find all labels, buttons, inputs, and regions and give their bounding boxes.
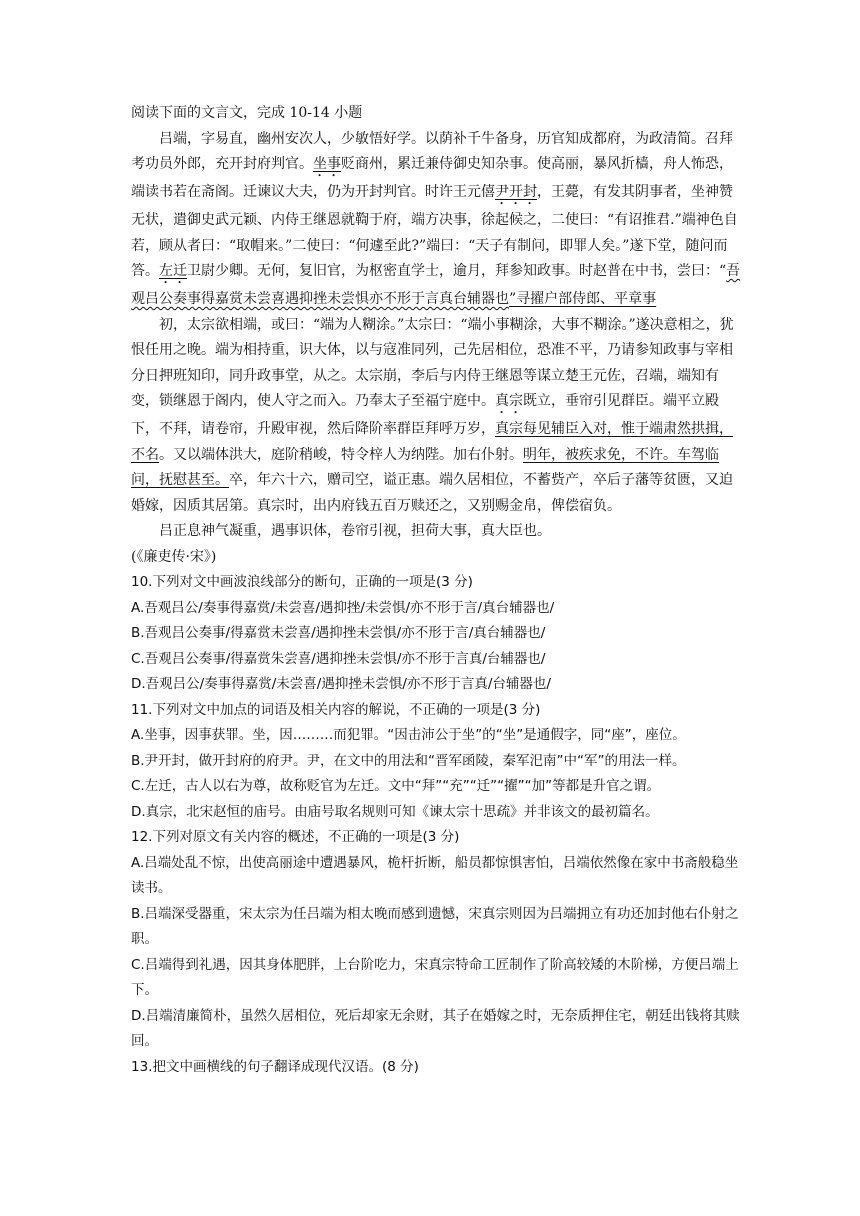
question-10-option-a: A.吾观吕公/奏事得嘉赏/未尝喜/遇抑挫/未尝惧/亦不形于言/真台辅器也/ (131, 599, 555, 616)
passage-text: 贬商州，累迁兼侍御史知杂事。使高丽，暴风折樯，舟人怖恐，端读书若在斋阁。迁谏议大夫，仍为开封判官。时许王元僖 (131, 156, 733, 200)
question-10-option-c: C.吾观吕公奏事/得嘉赏朱尝喜/遇抑挫未尝惧/亦不形于言真/台辅器也/ (131, 650, 546, 667)
dotted-term-zuoqian: 左迁 (159, 263, 187, 279)
underlined-sentence-1: 真宗每见辅臣入对，惟于端肃然拱揖，不名 (131, 421, 733, 463)
passage-paragraph-3: 吕正息神气凝重，遇事识体，卷帘引视，担荷大事，真大臣也。 (159, 523, 551, 539)
question-13-stem: 13.把文中画横线的句子翻译成现代汉语。(8 分) (131, 1058, 419, 1075)
reading-instruction: 阅读下面的文言文，完成 10-14 小题 (131, 105, 363, 121)
passage-text: 吕端，字易直，幽州安次人，少敏悟好学。以荫补千牛备身，历官知成都府，为政清简。召拜考功员外郎，充开封府判官。 (131, 130, 733, 172)
dotted-term-zhenzong: 真宗 (495, 393, 523, 409)
question-11-option-b: B.尹开封，做开封府的府尹。尹，在文中的用法和“晋军函陵，秦军汜南”中“军”的用法一样。 (131, 752, 686, 769)
passage-text: 既立，垂帘引见群臣。端平立殿下，不拜，请卷帘，升殿审视，然后降阶率群臣拜呼万岁， (131, 393, 719, 437)
passage-text: 初，太宗欲相端，或曰：“端为人糊涂。”太宗曰：“端小事糊涂，大事不糊涂。”遂决意相之，犹恨任用之晚。端为相持重，识大体，以与寇准同列，己先居相位，恐准不平，乃请参知政事与宰相分日押班知印，同升政事堂，从之。太宗崩，李后与内侍王继恩等谋立楚王元佐，召端，端知有变，锁继恩于阁内，使人守之而入。乃奉太子至福宁庭中。 (131, 316, 734, 409)
passage-text: ”寻擢户部侍郎、平章事 (509, 291, 657, 307)
question-11-option-c: C.左迁，古人以右为尊，故称贬官为左迁。文中“拜”“充”“迁”“擢”“加”等都是升官之谓。 (131, 778, 661, 794)
question-11-option-d: D.真宗，北宋赵恒的庙号。由庙号取名规则可知《谏太宗十思疏》并非该文的最初篇名。 (131, 803, 659, 820)
underlined-sentence-2: 明年，被疾求免，不许。车驾临问，抚慰甚至。 (131, 446, 719, 488)
question-11-option-a: A.坐事，因事获罪。坐，因………而犯罪。“因击沛公于坐”的“坐”是通假字，同“座”，座位。 (131, 727, 686, 743)
dotted-term-yinkaifeng: 尹开封 (495, 184, 537, 200)
question-12-option-a: A.吕端处乱不惊，出使高丽途中遭遇暴风，桅杆折断，船员都惊惧害怕，吕端依然像在家中书斋般稳坐读书。 (131, 854, 739, 896)
passage-text: 卫尉少卿。无何，复旧官，为枢密直学士，逾月，拜参知政事。时赵普在中书，尝曰：“ (187, 263, 727, 279)
question-12-option-c: C.吕端得到礼遇，因其身体肥胖，上台阶吃力，宋真宗特命工匠制作了阶高较矮的木阶梯，方便吕端上下。 (131, 956, 739, 998)
passage-text: 卒，年六十六，赠司空，谥正惠。端久居相位，不蓄赀产，卒后子藩等贫匮，又迫婚嫁，因质其居第。真宗时，出内府钱五百万赎还之，又别赐金帛，俾偿宿负。 (131, 472, 733, 514)
dotted-term-zuoshi: 坐事 (313, 156, 341, 172)
passage-text: ，王薨，有发其阴事者，坐神赞无状，遣御史武元颖、内侍王继恩就鞫于府，端方决事，徐起候之，二使曰：“有诏推君.”端神色自若，顾从者曰：“取帽来。”二使曰：“何遽至此?”端曰：“天子有制问，即罪人矣。”遂下堂，随问而答。 (131, 184, 738, 279)
question-10-option-b: B.吾观吕公奏事/得嘉赏未尝喜/遇抑挫未尝惧/亦不形于言/真台辅器也/ (131, 625, 546, 641)
passage-text: 。又以端体洪大，庭阶稍峻，特令梓人为纳陛。加右仆射。 (159, 446, 523, 463)
question-10-option-d: D.吾观吕公/奏事得嘉赏/未尝喜/遇抑挫未尝惧/亦不形于言真/台辅器也/ (131, 676, 551, 692)
question-12-option-b: B.吕端深受器重，宋太宗为任吕端为相太晚而感到遗憾，宋真宗则因为吕端拥立有功还加封他右仆射之职。 (131, 905, 739, 947)
passage-paragraph-2 (131, 313, 743, 520)
wavy-underlined-sentence: 吾观吕公奏事得嘉赏未尝喜遇抑挫未尝惧亦不形于言真台辅器也 (131, 263, 741, 307)
question-10-stem: 10.下列对文中画波浪线部分的断句，正确的一项是(3 分) (131, 574, 473, 590)
passage-paragraph-1 (131, 127, 743, 313)
question-11-stem: 11.下列对文中加点的词语及相关内容的解说，不正确的一项是(3 分) (131, 701, 541, 718)
question-12-stem: 12.下列对原文有关内容的概述，不正确的一项是(3 分) (131, 829, 460, 845)
document-content (131, 101, 743, 1080)
passage-source: (《廉吏传·宋》) (131, 548, 217, 565)
question-12-option-d: D.吕端清廉简朴，虽然久居相位，死后却家无余财，其子在婚嫁之时，无奈质押住宅，朝廷出钱将其赎回。 (131, 1007, 740, 1049)
